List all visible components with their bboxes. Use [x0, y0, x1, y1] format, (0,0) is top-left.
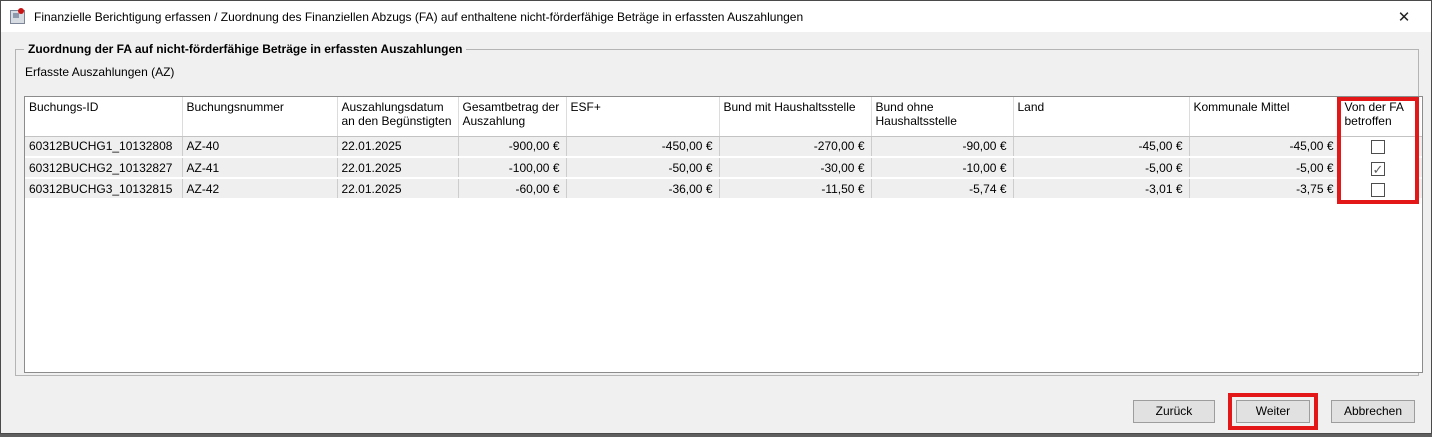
cell-land: -45,00 €: [1013, 136, 1189, 157]
cell-filler: [1415, 178, 1422, 199]
title-bar: [1, 1, 1431, 32]
column-header-buchungsnummer[interactable]: Buchungsnummer: [182, 97, 337, 136]
table-header-row: [25, 97, 1422, 136]
cell-buchungsnummer: AZ-41: [182, 157, 337, 178]
table-row[interactable]: [25, 178, 1422, 199]
abbrechen-button[interactable]: Abbrechen: [1331, 400, 1415, 423]
cell-esf-plus: -450,00 €: [566, 136, 719, 157]
close-icon[interactable]: ✕: [1397, 8, 1411, 26]
cell-auszahlungsdatum: 22.01.2025: [337, 178, 458, 199]
cell-bund-mit-haushaltsstelle: -30,00 €: [719, 157, 871, 178]
button-row: [1133, 393, 1415, 429]
cell-filler: [1415, 157, 1422, 178]
column-header-filler: [1415, 97, 1422, 136]
app-icon: [9, 8, 27, 26]
cell-land: -3,01 €: [1013, 178, 1189, 199]
cell-bund-ohne-haushaltsstelle: -5,74 €: [871, 178, 1013, 199]
cell-auszahlungsdatum: 22.01.2025: [337, 136, 458, 157]
cell-kommunale-mittel: -3,75 €: [1189, 178, 1340, 199]
column-header-land[interactable]: Land: [1013, 97, 1189, 136]
cell-bund-ohne-haushaltsstelle: -90,00 €: [871, 136, 1013, 157]
cell-bund-ohne-haushaltsstelle: -10,00 €: [871, 157, 1013, 178]
cell-land: -5,00 €: [1013, 157, 1189, 178]
cell-buchungsnummer: AZ-40: [182, 136, 337, 157]
dialog-title: Finanzielle Berichtigung erfassen / Zuordnung des Finanziellen Abzugs (FA) auf enthaltene nicht-förderfähige Beträge in erfassten Auszahlungen: [34, 9, 804, 24]
zurueck-button[interactable]: Zurück: [1133, 400, 1215, 423]
column-header-buchungs-id[interactable]: Buchungs-ID: [25, 97, 182, 136]
cell-buchungsnummer: AZ-42: [182, 178, 337, 199]
cell-auszahlungsdatum: 22.01.2025: [337, 157, 458, 178]
cell-buchungs-id: 60312BUCHG2_10132827: [25, 157, 182, 178]
cell-buchungs-id: 60312BUCHG3_10132815: [25, 178, 182, 199]
group-box: [15, 42, 1419, 376]
group-box-title: Zuordnung der FA auf nicht-förderfähige Beträge in erfassten Auszahlungen: [24, 42, 466, 56]
fa-betroffen-checkbox[interactable]: [1371, 140, 1385, 154]
column-header-von-der-fa-betroffen[interactable]: Von der FA betroffen: [1340, 97, 1415, 136]
auszahlungen-table: [24, 96, 1423, 373]
table-row[interactable]: [25, 157, 1422, 178]
column-header-gesamtbetrag[interactable]: Gesamtbetrag der Auszahlung: [458, 97, 566, 136]
column-header-bund-mit-haushaltsstelle[interactable]: Bund mit Haushaltsstelle: [719, 97, 871, 136]
fa-betroffen-checkbox[interactable]: [1371, 162, 1385, 176]
cell-filler: [1415, 136, 1422, 157]
column-header-auszahlungsdatum[interactable]: Auszahlungsdatum an den Begünstigten: [337, 97, 458, 136]
weiter-button-highlight: [1228, 393, 1318, 430]
cell-esf-plus: -36,00 €: [566, 178, 719, 199]
cell-esf-plus: -50,00 €: [566, 157, 719, 178]
cell-bund-mit-haushaltsstelle: -270,00 €: [719, 136, 871, 157]
cell-kommunale-mittel: -45,00 €: [1189, 136, 1340, 157]
cell-buchungs-id: 60312BUCHG1_10132808: [25, 136, 182, 157]
erfasste-auszahlungen-label: Erfasste Auszahlungen (AZ): [25, 65, 175, 79]
cell-gesamtbetrag: -100,00 €: [458, 157, 566, 178]
cell-bund-mit-haushaltsstelle: -11,50 €: [719, 178, 871, 199]
column-header-bund-ohne-haushaltsstelle[interactable]: Bund ohne Haushaltsstelle: [871, 97, 1013, 136]
weiter-button[interactable]: Weiter: [1236, 400, 1310, 423]
cell-gesamtbetrag: -60,00 €: [458, 178, 566, 199]
column-header-esf-plus[interactable]: ESF+: [566, 97, 719, 136]
cell-kommunale-mittel: -5,00 €: [1189, 157, 1340, 178]
column-header-kommunale-mittel[interactable]: Kommunale Mittel: [1189, 97, 1340, 136]
cell-gesamtbetrag: -900,00 €: [458, 136, 566, 157]
fa-betroffen-checkbox[interactable]: [1371, 183, 1385, 197]
table-row[interactable]: [25, 136, 1422, 157]
